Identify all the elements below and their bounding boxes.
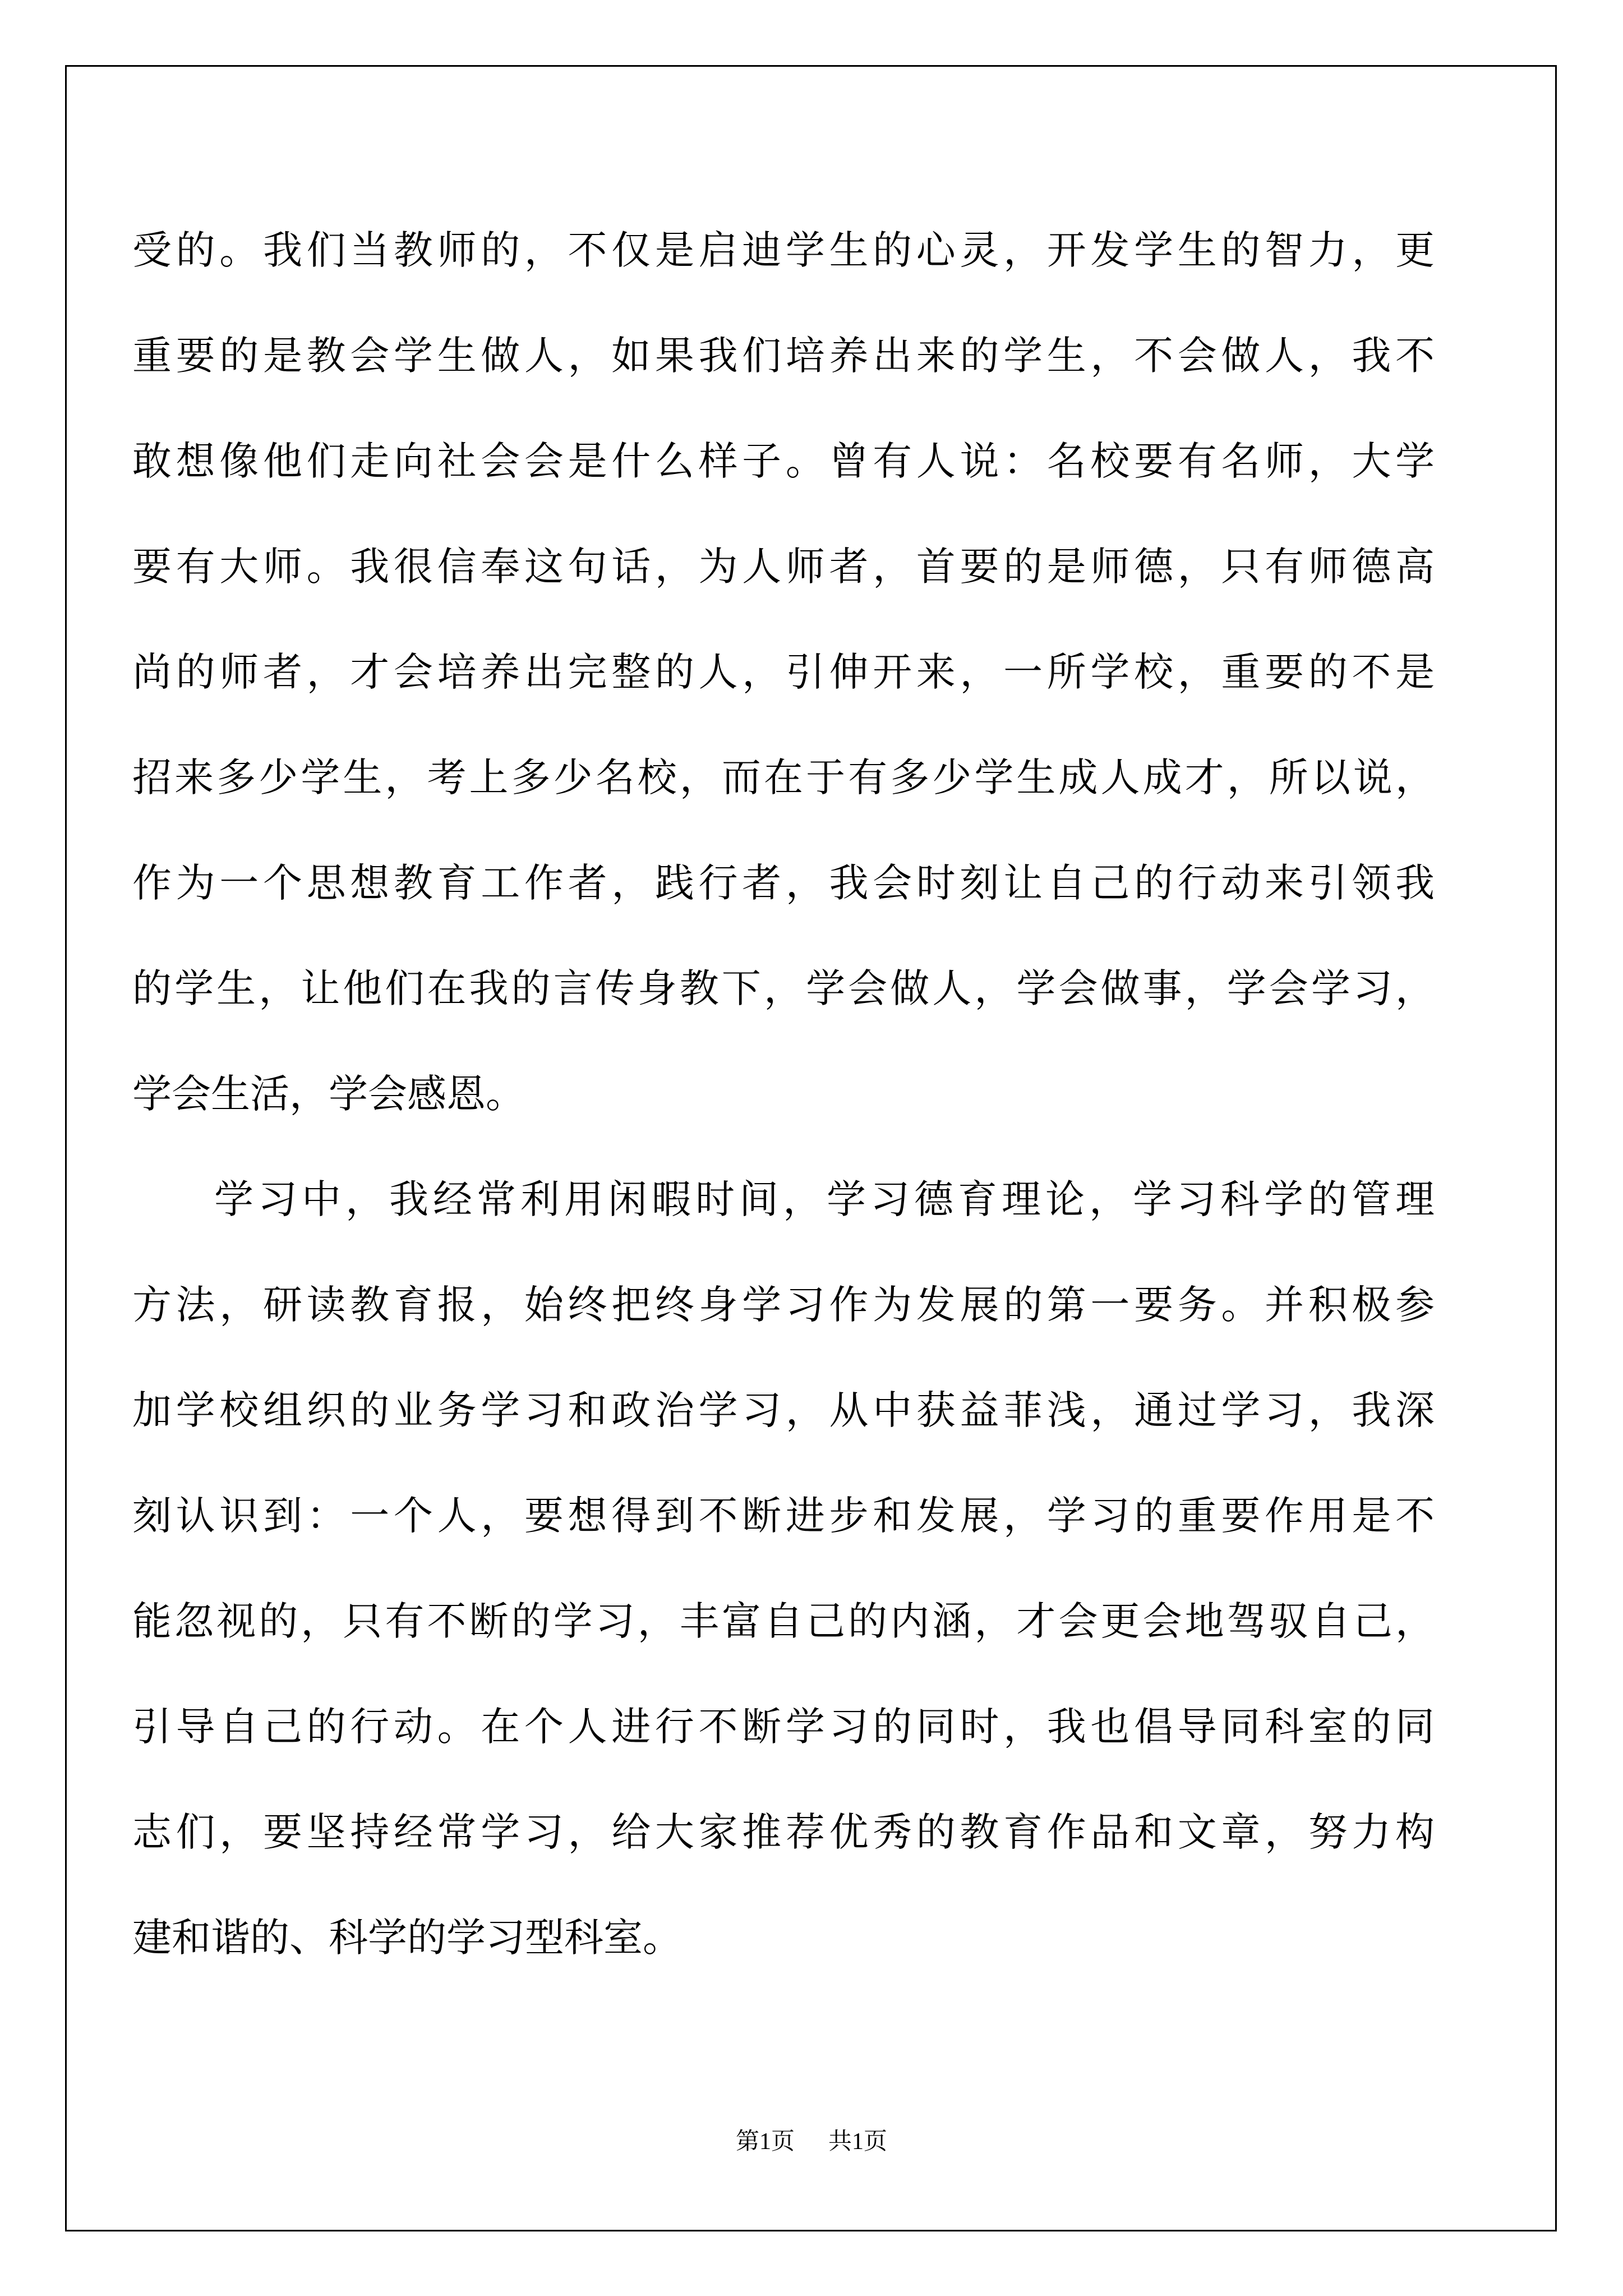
text-line: 尚的师者，才会培养出完整的人，引伸开来，一所学校，重要的不是 <box>132 649 1435 695</box>
text-line: 志们，要坚持经常学习，给大家推荐优秀的教育作品和文章，努力构 <box>132 1809 1435 1855</box>
text-line: 招来多少学生，考上多少名校，而在于有多少学生成人成才，所以说， <box>132 754 1435 800</box>
text-line: 学会生活，学会感恩。 <box>132 1071 525 1117</box>
text-line: 建和谐的、科学的学习型科室。 <box>132 1915 682 1961</box>
text-line: 学习中，我经常利用闲暇时间，学习德育理论，学习科学的管理 <box>214 1176 1435 1222</box>
text-line: 作为一个思想教育工作者，践行者，我会时刻让自己的行动来引领我 <box>132 860 1435 906</box>
text-line: 的学生，让他们在我的言传身教下，学会做人，学会做事，学会学习， <box>132 965 1435 1011</box>
page-number: 第1页 <box>735 2129 795 2155</box>
text-line: 受的。我们当教师的，不仅是启迪学生的心灵，开发学生的智力，更 <box>132 227 1435 273</box>
page-total: 共1页 <box>828 2129 888 2155</box>
text-line: 方法，研读教育报，始终把终身学习作为发展的第一要务。并积极参 <box>132 1282 1435 1328</box>
text-line: 加学校组织的业务学习和政治学习，从中获益菲浅，通过学习，我深 <box>132 1387 1435 1433</box>
text-line: 重要的是教会学生做人，如果我们培养出来的学生，不会做人，我不 <box>132 333 1435 379</box>
page-footer <box>0 2125 1623 2159</box>
text-line: 能忽视的，只有不断的学习，丰富自己的内涵，才会更会地驾驭自己， <box>132 1598 1435 1644</box>
text-line: 敢想像他们走向社会会是什么样子。曾有人说：名校要有名师，大学 <box>132 438 1435 484</box>
text-line: 引导自己的行动。在个人进行不断学习的同时，我也倡导同科室的同 <box>132 1704 1435 1750</box>
text-line: 刻认识到：一个人，要想得到不断进步和发展，学习的重要作用是不 <box>132 1493 1435 1539</box>
text-line: 要有大师。我很信奉这句话，为人师者，首要的是师德，只有师德高 <box>132 544 1435 590</box>
document-body <box>132 197 1435 1990</box>
